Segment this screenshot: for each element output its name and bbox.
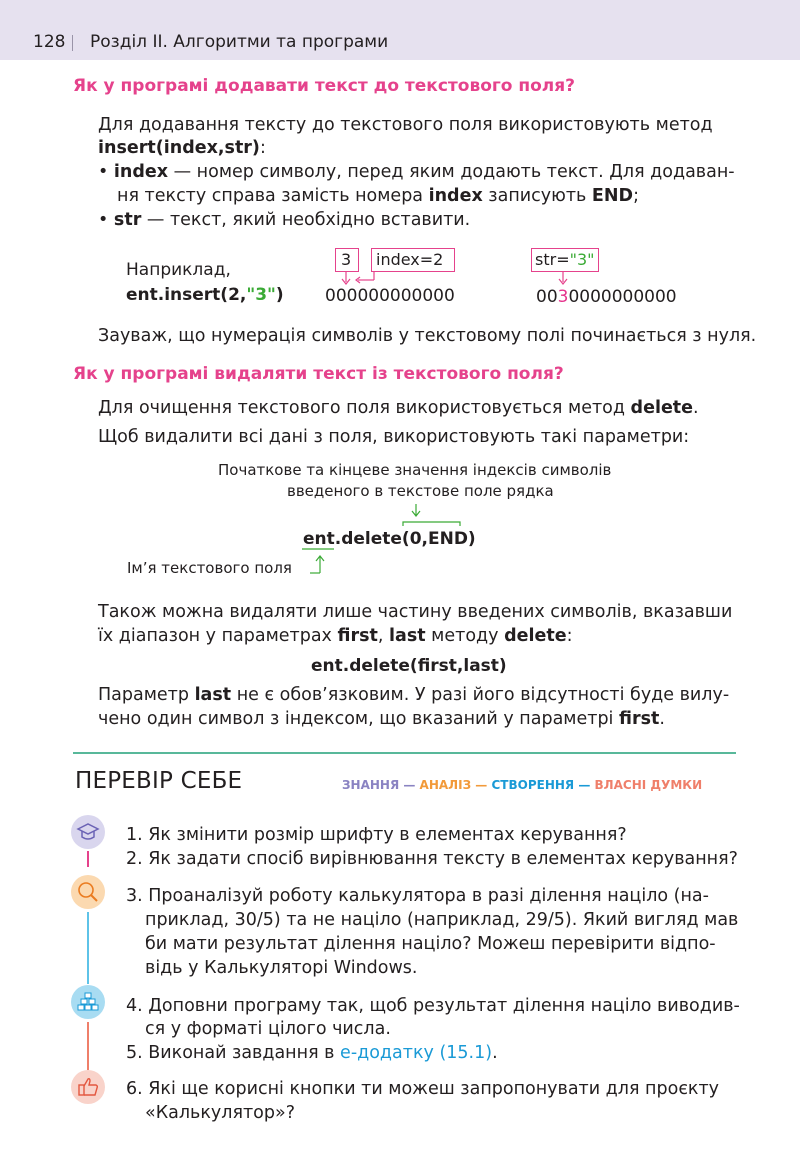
e-appendix-link[interactable]: е-додатку (15.1) (340, 1043, 493, 1063)
delete-range-code: ent.delete(first,last) (311, 656, 507, 676)
graduation-cap-icon (71, 815, 105, 849)
page-number: 128 (33, 32, 66, 52)
skill-tags: ЗНАННЯ — АНАЛІЗ — СТВОРЕННЯ — ВЛАСНІ ДУМКИ (342, 778, 703, 792)
question-6-line1: 6. Які ще корисні кнопки ти можеш запропонувати для проєкту (126, 1079, 720, 1099)
note-zero-index: Зауваж, що нумерація символів у текстовому полі починається з нуля. (98, 326, 757, 346)
delete-params-line: Щоб видалити всі дані з поля, використовують такі параметри: (98, 427, 690, 447)
question-3-line2: приклад, 30/5) та не націло (наприклад, 29/5). Який вигляд мав (145, 910, 739, 930)
question-6-line2: «Калькулятор»? (145, 1103, 295, 1123)
blocks-icon (71, 985, 105, 1019)
str-arrow (556, 270, 570, 286)
tag-knowledge: ЗНАННЯ (342, 778, 400, 792)
question-4-line1: 4. Доповни програму так, щоб результат ділення націло виводив- (126, 996, 740, 1016)
caption-indices-line2: введеного в текстове поле рядка (287, 482, 554, 500)
question-2: 2. Як задати спосіб вирівнювання тексту в елементах керування? (126, 849, 738, 869)
last-param-line2: чено один символ з індексом, що вказаний у параметрі first. (98, 709, 665, 729)
indices-bracket (400, 502, 464, 530)
check-yourself-title: ПЕРЕВІР СЕБЕ (75, 768, 243, 794)
tag-creation: СТВОРЕННЯ (491, 778, 575, 792)
partial-delete-line2: їх діапазон у параметрах first, last методу delete: (98, 626, 573, 646)
question-1: 1. Як змінити розмір шрифту в елементах керування? (126, 825, 627, 845)
page-header (0, 0, 800, 60)
tag-analysis: АНАЛІЗ (419, 778, 472, 792)
example-code: ent.insert(2,"3") (126, 285, 284, 305)
question-heading-delete: Як у програмі видаляти текст із текстового поля? (73, 364, 564, 384)
caption-indices-line1: Початкове та кінцеве значення індексів символів (218, 461, 612, 479)
question-4-line2: ся у форматі цілого числа. (145, 1019, 391, 1039)
bullet-dot: • (98, 162, 109, 182)
header-divider (72, 35, 73, 51)
section-divider (73, 752, 736, 754)
magnifier-icon (71, 875, 105, 909)
insert-method: insert(index,str): (98, 138, 266, 158)
bullet-index-continuation: ня тексту справа замість номера index записують END; (117, 186, 639, 206)
delete-intro: Для очищення текстового поля використовується метод delete. (98, 398, 699, 418)
delete-code: ent.delete(0,END) (303, 529, 476, 549)
box-str: str="3" (531, 248, 599, 272)
bullet-dot: • (98, 210, 109, 230)
field-name-arrow (308, 553, 328, 577)
thumbs-up-icon (71, 1070, 105, 1104)
question-3-line1: 3. Проаналізуй роботу калькулятора в разі ділення націло (на- (126, 886, 709, 906)
box-insert-char: 3 (335, 248, 359, 272)
chapter-title: Розділ II. Алгоритми та програми (90, 32, 389, 52)
question-heading-insert: Як у програмі додавати текст до текстового поля? (73, 76, 576, 96)
partial-delete-line1: Також можна видаляти лише частину введених символів, вказавши (98, 602, 733, 622)
connector-line (87, 1022, 89, 1070)
connector-line (87, 851, 89, 867)
tag-opinion: ВЛАСНІ ДУМКИ (594, 778, 703, 792)
question-3-line3: би мати результат ділення націло? Можеш перевірити відпо- (145, 934, 716, 954)
zeros-before: 000000000000 (325, 286, 455, 306)
last-param-line1: Параметр last не є обов’язковим. У разі його відсутності буде вилу- (98, 685, 730, 705)
question-5: 5. Виконай завдання в е-додатку (15.1). (126, 1043, 498, 1063)
example-label: Наприклад, (126, 260, 231, 280)
zeros-after: 0030000000000 (536, 287, 677, 307)
field-name-caption: Ім’я текстового поля (127, 559, 292, 577)
insert-intro: Для додавання тексту до текстового поля використовують метод (98, 115, 713, 135)
connector-line (87, 912, 89, 984)
question-3-line4: відь у Калькуляторі Windows. (145, 958, 418, 978)
box-index: index=2 (371, 248, 455, 272)
bullet-index: • index — номер символу, перед яким додають текст. Для додаван- (98, 162, 735, 182)
bullet-str: • str — текст, який необхідно вставити. (98, 210, 471, 230)
